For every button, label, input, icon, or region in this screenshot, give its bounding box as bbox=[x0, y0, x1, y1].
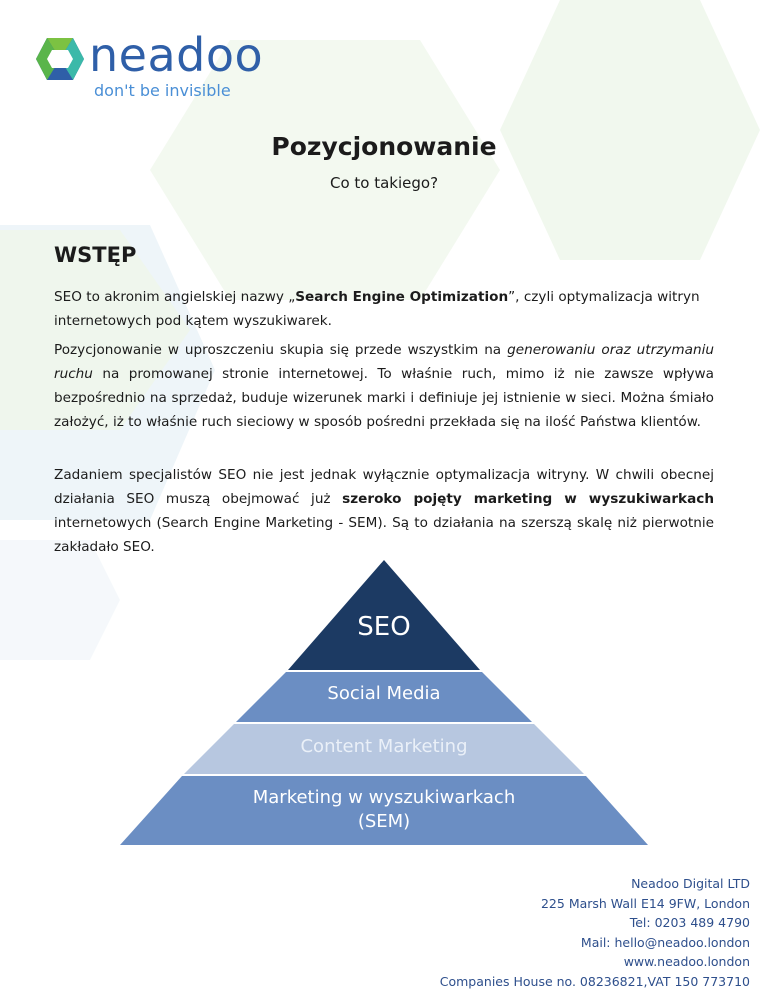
footer-address: 225 Marsh Wall E14 9FW, London bbox=[540, 895, 750, 911]
section-heading: WSTĘP bbox=[54, 243, 137, 267]
pyramid-label-content: Content Marketing bbox=[300, 736, 468, 757]
sem-paragraph: Zadaniem specjalistów SEO nie jest jednak wyłącznie optymalizacja witryny. W chwili obecnej działania SEO muszą obejmować już szeroko pojęty marketing w wyszukiwarkach internetowych (Search Engine Marketing - SEM). Są to działania na szerszą skalę niż pierwotnie zakładało SEO. bbox=[54, 467, 714, 555]
intro-paragraph: SEO to akronim angielskiej nazwy „Search Engine Optimization”, czyli optymalizacja witryn internetowych pod kątem wyszukiwarek. bbox=[54, 289, 700, 329]
page-title: Pozycjonowanie bbox=[271, 132, 497, 161]
footer-registry: Companies House no. 08236821,VAT 150 773710 bbox=[439, 973, 750, 989]
emphasis-traffic: generowaniu oraz utrzymaniu ruchu bbox=[54, 342, 714, 382]
highlight-sem: szeroko pojęty marketing w wyszukiwarkach bbox=[342, 491, 714, 507]
company-footer bbox=[440, 874, 750, 991]
footer-web[interactable]: www.neadoo.london bbox=[623, 954, 750, 969]
highlight-seo-name: Search Engine Optimization bbox=[295, 289, 509, 305]
page-subtitle: Co to takiego? bbox=[329, 174, 439, 192]
footer-tel[interactable]: Tel: 0203 489 4790 bbox=[629, 915, 750, 930]
footer-mail[interactable]: Mail: hello@neadoo.london bbox=[580, 934, 750, 950]
pyramid-label-sem: Marketing w wyszukiwarkach (SEM) bbox=[252, 787, 516, 832]
traffic-paragraph: Pozycjonowanie w uproszczeniu skupia się przede wszystkim na generowaniu oraz utrzymaniu ruchu na promowanej stronie internetowej. To właśnie ruch, mimo iż nie zawsze wpływa bezpośrednio na sprzedaż, buduje wizerunek marki i definiuje jej istnienie w sieci. Można śmiało założyć, iż to właśnie ruch sieciowy w sposób pośredni przekłada się na ilość Państwa klientów. bbox=[54, 342, 714, 430]
pyramid-label-seo: SEO bbox=[357, 612, 411, 642]
footer-company: Neadoo Digital LTD bbox=[631, 876, 750, 891]
brand-tagline: don't be invisible bbox=[94, 81, 231, 100]
pyramid-label-social: Social Media bbox=[327, 683, 441, 704]
brand-name: neadoo bbox=[89, 28, 264, 82]
